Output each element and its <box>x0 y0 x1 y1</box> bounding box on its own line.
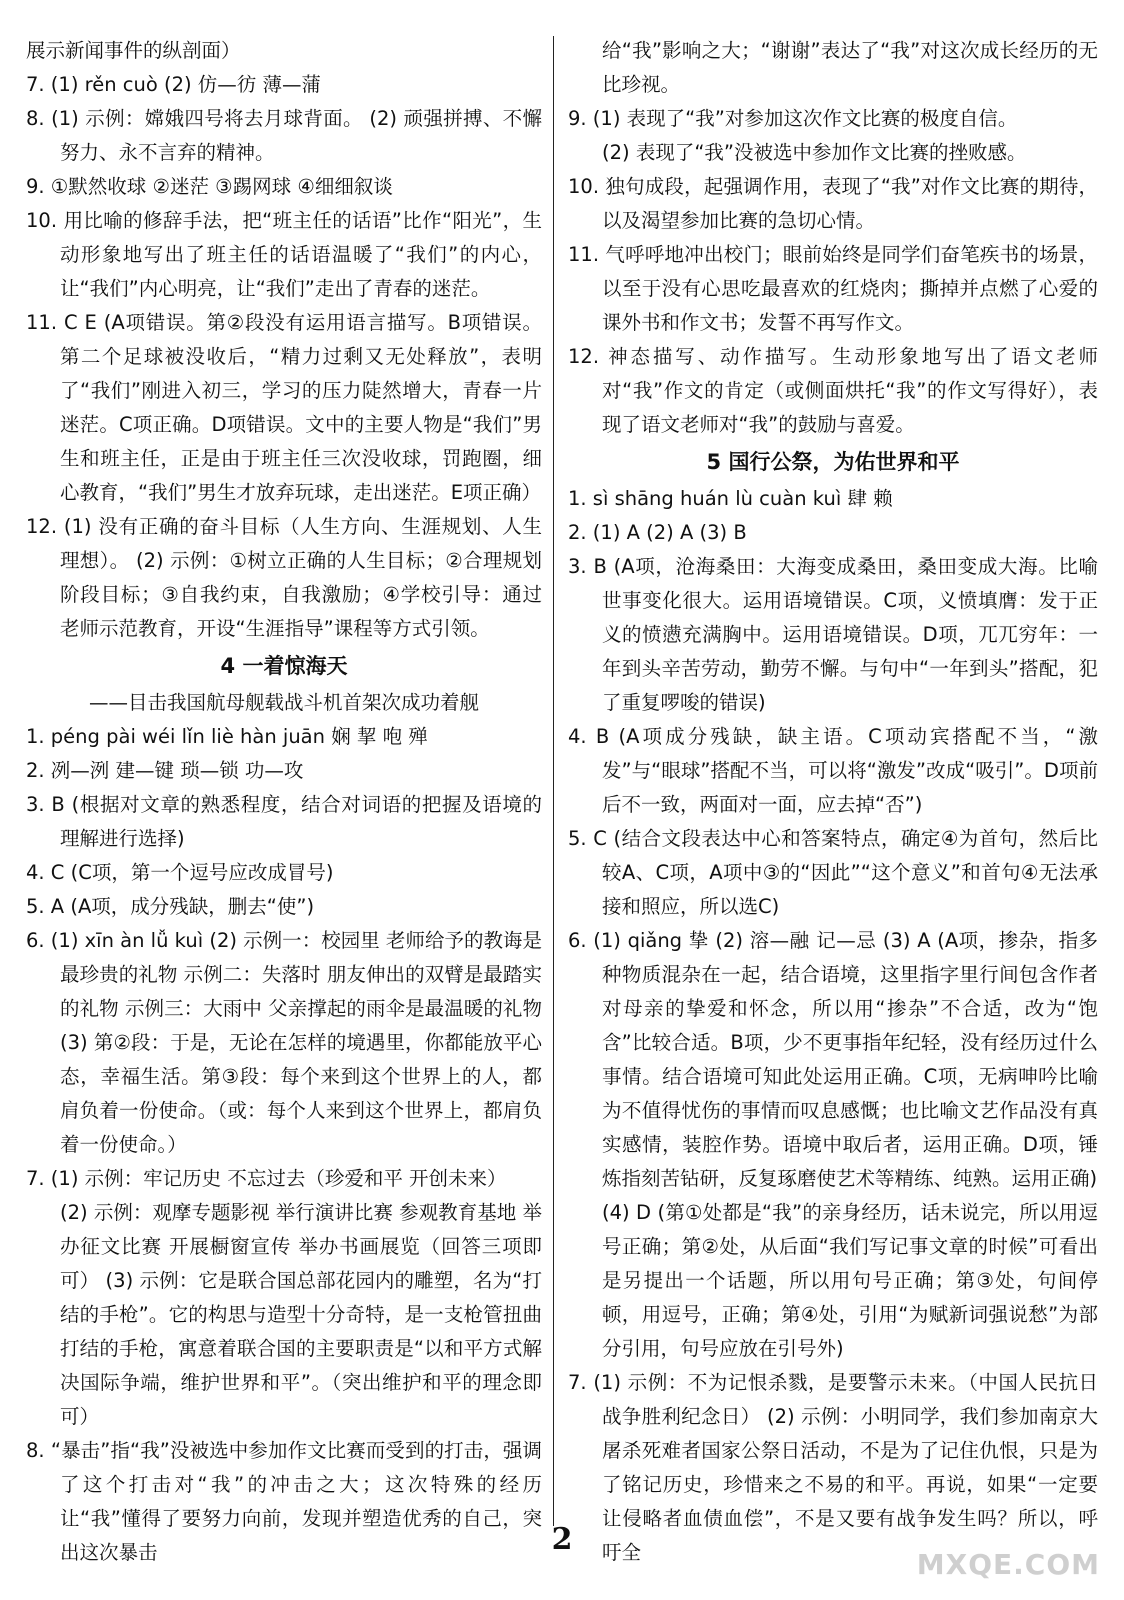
answer-item: 10. 用比喻的修辞手法，把“班主任的话语”比作“阳光”，生动形象地写出了班主任的话语温暖了“我们”的内心，让“我们”内心明亮，让“我们”走出了青春的迷茫。 <box>26 209 542 300</box>
column-divider <box>553 36 554 1526</box>
answer-item: 12. 神态描写、动作描写。生动形象地写出了语文老师对“我”作文的肯定（或侧面烘托“我”的作文写得好），表现了语文老师对“我”的鼓励与喜爱。 <box>568 345 1098 436</box>
section-subtitle: ——目击我国航母舰载战斗机首架次成功着舰 <box>88 691 479 714</box>
answer-item: 10. 独句成段，起强调作用，表现了“我”对作文比赛的期待，以及渴望参加比赛的急切心情。 <box>568 175 1098 232</box>
answer-item: (4) D (第①处都是“我”的亲身经历，话未说完，所以用逗号正确；第②处，从后面“我们写记事文章的时候”可看出是另提出一个话题，所以用句号正确；第③处，句间停顿，用逗号，正确；第④处，引用“为赋新词强说愁”为部分引用，句号应放在引号外) <box>602 1201 1098 1360</box>
watermark-logo: MXQE.COM <box>916 1548 1100 1581</box>
answer-item: 8. “暴击”指“我”没被选中参加作文比赛而受到的打击，强调了这个打击对“我”的冲击之大；这次特殊的经历让“我”懂得了要努力向前，发现并塑造优秀的自己，突出这次暴击 <box>26 1439 542 1564</box>
left-column <box>26 34 542 1570</box>
answer-item: 1. péng pài wéi lǐn liè hàn juān 娴 挈 咆 殚 <box>26 725 428 748</box>
page-number: 2 <box>551 1522 573 1557</box>
answer-item: 3. B (A项，沧海桑田：大海变成桑田，桑田变成大海。比喻世事变化很大。运用语境错误。C项，义愤填膺：发于正义的愤懑充满胸中。运用语境错误。D项，兀兀穷年：一年到头辛苦劳动，勤劳不懈。与句中“一年到头”搭配，犯了重复啰唆的错误) <box>568 555 1098 714</box>
answer-item: 12. (1) 没有正确的奋斗目标（人生方向、生涯规划、人生理想）。 (2) 示例：①树立正确的人生目标；②合理规划阶段目标；③自我约束，自我激励；④学校引导：通过老师示范教育，开设“生涯指导”课程等方式引领。 <box>26 515 542 640</box>
answer-item: 2. (1) A (2) A (3) B <box>568 521 747 544</box>
answer-item: 5. C (结合文段表达中心和答案特点，确定④为首句，然后比较A、C项，A项中③的“因此”“这个意义”和首句④无法承接和照应，所以选C) <box>568 827 1098 918</box>
answer-item: 6. (1) xīn àn lǚ kuì (2) 示例一：校园里 老师给予的教诲是最珍贵的礼物 示例二：失落时 朋友伸出的双臂是最踏实的礼物 示例三：大雨中 父亲撑起的雨伞是最温暖的礼物 (3) 第②段：于是，无论在怎样的境遇里，你都能放平心态，幸福生活。第③段：每个来到这个世界上的人，都肩负着一份使命。（或：每个人来到这个世界上，都肩负着一份使命。） <box>26 929 542 1156</box>
section-heading: 5 国行公祭，为佑世界和平 <box>706 450 960 474</box>
answer-item: 9. ①默然收球 ②迷茫 ③踢网球 ④细细叙谈 <box>26 175 393 198</box>
answer-item: 4. B (A项成分残缺，缺主语。C项动宾搭配不当，“激发”与“眼球”搭配不当，可以将“激发”改成“吸引”。D项前后不一致，两面对一面，应去掉“否”) <box>568 725 1098 816</box>
answer-item: 11. 气呼呼地冲出校门；眼前始终是同学们奋笔疾书的场景，以至于没有心思吃最喜欢的红烧肉；撕掉并点燃了心爱的课外书和作文书；发誓不再写作文。 <box>568 243 1098 334</box>
answer-item: 1. sì shāng huán lù cuàn kuì 肆 赖 <box>568 487 893 510</box>
right-column <box>568 34 1098 1570</box>
answer-item: 7. (1) 示例：牢记历史 不忘过去（珍爱和平 开创未来） <box>26 1167 507 1190</box>
answer-item: 3. B (根据对文章的熟悉程度，结合对词语的把握及语境的理解进行选择) <box>26 793 542 850</box>
answer-item: (2) 表现了“我”没被选中参加作文比赛的挫败感。 <box>602 141 1027 164</box>
answer-item: 5. A (A项，成分残缺，删去“使”) <box>26 895 315 918</box>
answer-item: 11. C E (A项错误。第②段没有运用语言描写。B项错误。第二个足球被没收后，“精力过剩又无处释放”，表明了“我们”刚进入初三，学习的压力陡然增大，青春一片迷茫。C项正确。D项错误。文中的主要人物是“我们”男生和班主任，正是由于班主任三次没收球，罚跑圈，细心教育，“我们”男生才放弃玩球，走出迷茫。E项正确） <box>26 311 542 504</box>
answer-item: 4. C (C项，第一个逗号应改成冒号) <box>26 861 334 884</box>
answer-item: 给“我”影响之大；“谢谢”表达了“我”对这次成长经历的无比珍视。 <box>602 39 1098 96</box>
answer-item: (2) 示例：观摩专题影视 举行演讲比赛 参观教育基地 举办征文比赛 开展橱窗宣传 举办书画展览（回答三项即可） (3) 示例：它是联合国总部花园内的雕塑，名为“打结的手枪”。它的构思与造型十分奇特，是一支枪管扭曲打结的手枪，寓意着联合国的主要职责是“以和平方式解决国际争端，维护世界和平”。（突出维护和平的理念即可） <box>60 1201 542 1428</box>
answer-item: 6. (1) qiǎng 挚 (2) 溶—融 记—忌 (3) A (A项，掺杂，指多种物质混杂在一起，结合语境，这里指字里行间包含作者对母亲的挚爱和怀念，所以用“掺杂”不合适，改为“饱含”比较合适。B项，少不更事指年纪轻，没有经历过什么事情。结合语境可知此处运用正确。C项，无病呻吟比喻为不值得忧伤的事情而叹息感慨；也比喻文艺作品没有真实感情，装腔作势。语境中取后者，运用正确。D项，锤炼指刻苦钻研，反复琢磨使艺术等精练、纯熟。运用正确) <box>568 929 1098 1190</box>
answer-item: 9. (1) 表现了“我”对参加这次作文比赛的极度自信。 <box>568 107 1018 130</box>
answer-item: 7. (1) rěn cuò (2) 仿—彷 薄—蒲 <box>26 73 321 96</box>
answer-item: 7. (1) 示例：不为记恨杀戮，是要警示未来。（中国人民抗日战争胜利纪念日） (2) 示例：小明同学，我们参加南京大屠杀死难者国家公祭日活动，不是为了记住仇恨，只是为了铭记历史，珍惜来之不易的和平。再说，如果“一定要让侵略者血债血偿”，不是又要有战争发生吗？所以，呼吁全 <box>568 1371 1098 1564</box>
answer-item: 2. 冽—洌 建—键 琐—锁 功—攻 <box>26 759 304 782</box>
answer-item: 展示新闻事件的纵剖面） <box>26 39 241 62</box>
answer-item: 8. (1) 示例：嫦娥四号将去月球背面。 (2) 顽强拼搏、不懈努力、永不言弃的精神。 <box>26 107 542 164</box>
section-heading: 4 一着惊海天 <box>220 654 348 678</box>
